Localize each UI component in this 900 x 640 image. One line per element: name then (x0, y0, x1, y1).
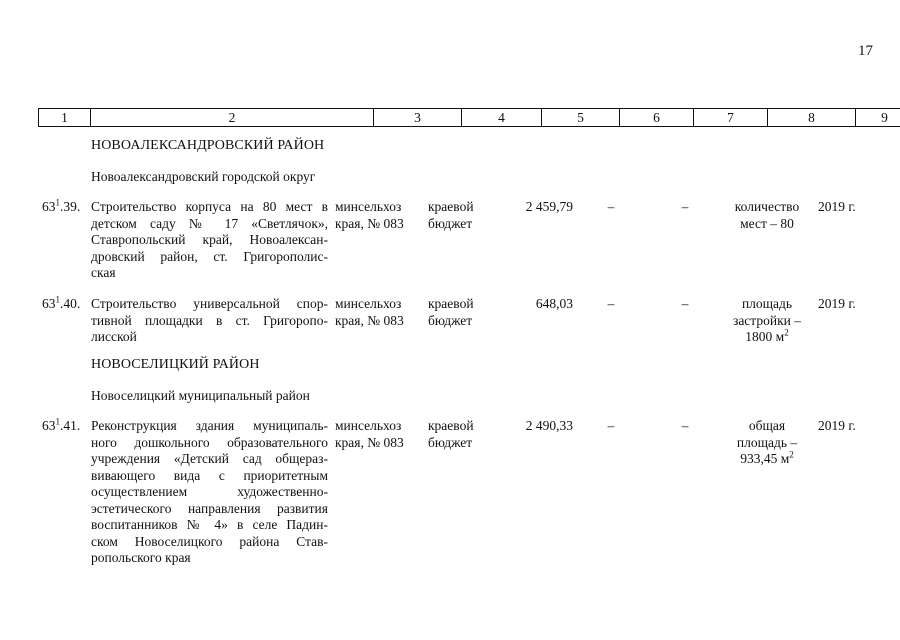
column-header-2: 2 (91, 109, 374, 127)
row-agency: минсельхоз края, № 083 (335, 199, 404, 231)
municipality-heading: Новоалександровский городской округ (91, 169, 316, 184)
column-header-9: 9 (856, 109, 900, 127)
row-amount: 648,03 (535, 296, 573, 311)
row-year: 2019 г. (818, 199, 856, 214)
row-amount: 2 490,33 (525, 418, 573, 433)
row-number: $63^1.39$. (42, 197, 81, 214)
row-result: площадь застройки – 1800 $м^2$ (732, 296, 801, 344)
page-number: 17 (858, 43, 873, 59)
row-description: Строительство универсальной спор- тивной площадки в ст. Григоропо- лисской (91, 296, 328, 344)
row-col7: – (681, 418, 689, 433)
row-funding-source: краевой бюджет (428, 199, 474, 231)
row-col6: – (607, 418, 615, 433)
row-col7: – (681, 296, 689, 311)
row-col6: – (607, 199, 615, 214)
column-header-7: 7 (694, 109, 768, 127)
column-header-3: 3 (374, 109, 462, 127)
row-result: количество мест – 80 (734, 199, 800, 231)
row-funding-source: краевой бюджет (428, 418, 474, 450)
district-heading: НОВОСЕЛИЦКИЙ РАЙОН (91, 357, 260, 372)
row-year: 2019 г. (818, 296, 856, 311)
row-number: $63^1.40$. (42, 294, 81, 311)
district-heading: НОВОАЛЕКСАНДРОВСКИЙ РАЙОН (91, 138, 325, 153)
column-header-5: 5 (542, 109, 620, 127)
row-col6: – (607, 296, 615, 311)
row-amount: 2 459,79 (525, 199, 573, 214)
column-header-8: 8 (768, 109, 856, 127)
column-header-4: 4 (462, 109, 542, 127)
municipality-heading: Новоселицкий муниципальный район (91, 388, 310, 403)
row-col7: – (681, 199, 689, 214)
row-description: Реконструкция здания муниципаль- ного дошкольного образовательного учреждения «Детский сад общераз- вивающего вида с приоритетным осуществлением художественно- эстетического направления развития воспитанников № 4» в селе Падин- ском Новоселицкого района Став- ропольского края (91, 418, 328, 565)
column-header-6: 6 (620, 109, 694, 127)
column-header-table (38, 108, 900, 127)
row-agency: минсельхоз края, № 083 (335, 296, 404, 328)
row-funding-source: краевой бюджет (428, 296, 474, 328)
row-description: Строительство корпуса на 80 мест в детском саду № 17 «Светлячок», Ставропольский край, Новоалексан- дровский район, ст. Григорополис- ская (91, 199, 328, 280)
row-agency: минсельхоз края, № 083 (335, 418, 404, 450)
row-result: общая площадь – 933,45 $м^2$ (736, 418, 798, 466)
row-year: 2019 г. (818, 418, 856, 433)
row-number: $63^1.41$. (42, 416, 81, 433)
column-header-1: 1 (39, 109, 91, 127)
